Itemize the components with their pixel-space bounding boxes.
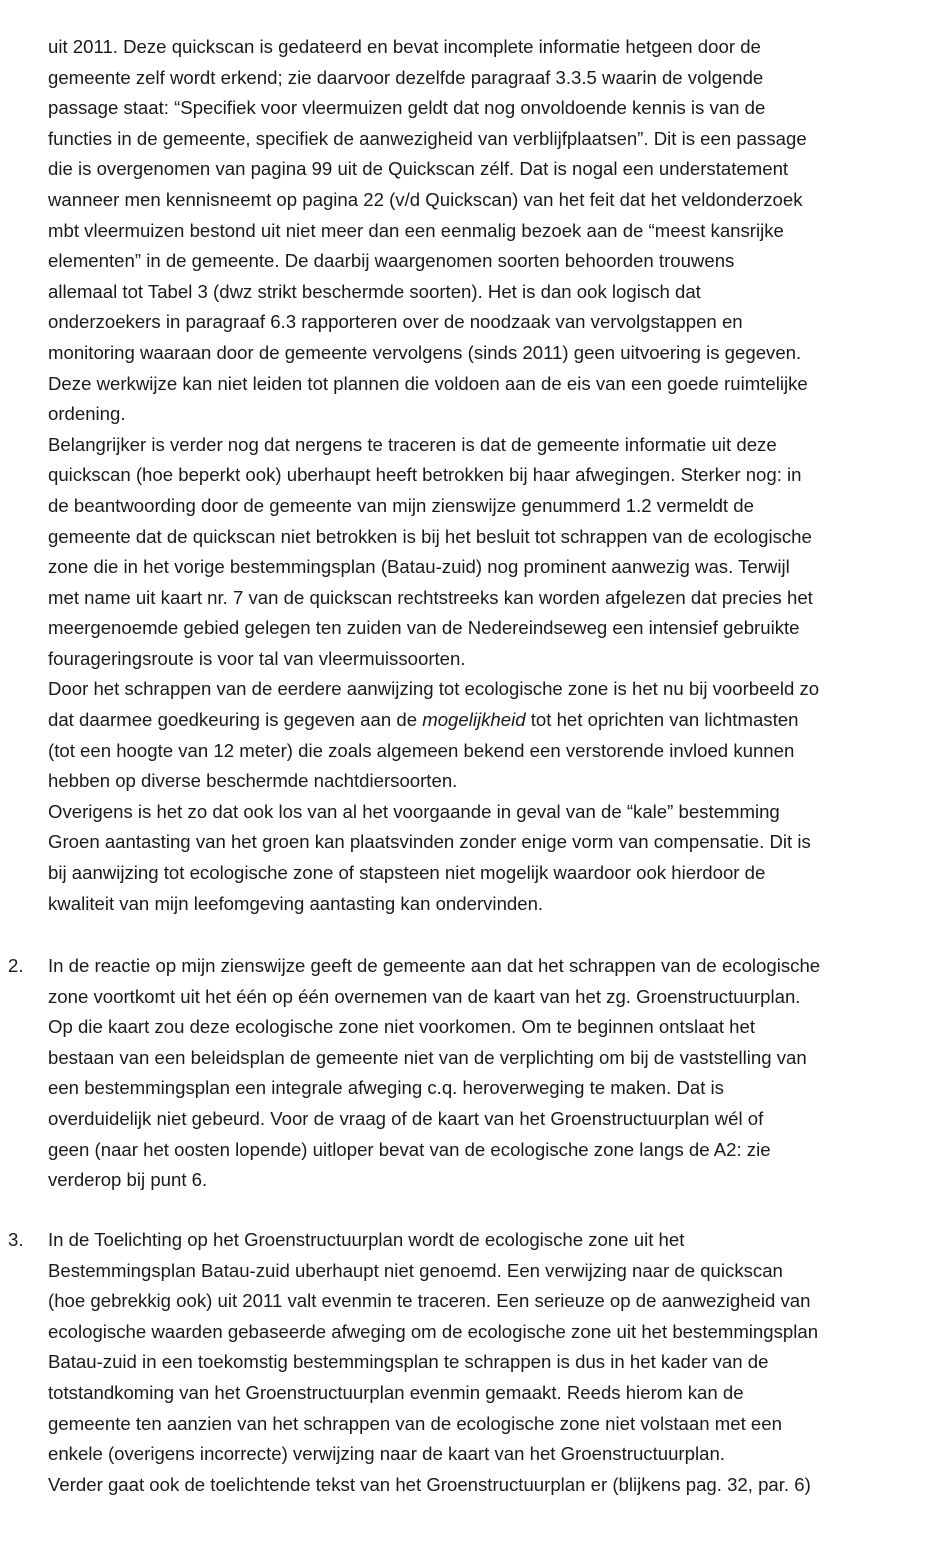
text-line: enkele (overigens incorrecte) verwijzing naar de kaart van het Groenstructuurplan. — [48, 1443, 725, 1465]
text-line: elementen” in de gemeente. De daarbij waargenomen soorten behoorden trouwens — [48, 250, 735, 272]
text-line: totstandkoming van het Groenstructuurplan evenmin gemaakt. Reeds hierom kan de — [48, 1381, 744, 1403]
text-line: Overigens is het zo dat ook los van al het voorgaande in geval van de “kale” bestemming — [48, 800, 780, 822]
text-line: Deze werkwijze kan niet leiden tot plannen die voldoen aan de eis van een goede ruimtelijke — [48, 372, 808, 394]
item-3-paragraph — [48, 1225, 938, 1500]
text-line: Bestemmingsplan Batau-zuid uberhaupt niet genoemd. Een verwijzing naar de quickscan — [48, 1259, 783, 1281]
text-line: geen (naar het oosten lopende) uitloper bevat van de ecologische zone langs de A2: zie — [48, 1138, 771, 1160]
text-line: allemaal tot Tabel 3 (dwz strikt beschermde soorten). Het is dan ook logisch dat — [48, 280, 701, 302]
text-line: (tot een hoogte van 12 meter) die zoals algemeen bekend een verstorende invloed kunnen — [48, 739, 795, 761]
text-line: gemeente ten aanzien van het schrappen van de ecologische zone niet volstaan met een — [48, 1412, 782, 1434]
text-line: bestaan van een beleidsplan de gemeente niet van de verplichting om bij de vaststelling van — [48, 1046, 807, 1068]
text-segment: dat daarmee goedkeuring is gegeven aan de — [48, 709, 423, 731]
text-line: hebben op diverse beschermde nachtdiersoorten. — [48, 770, 458, 792]
text-line: bij aanwijzing tot ecologische zone of stapsteen niet mogelijk waardoor ook hierdoor de — [48, 862, 766, 884]
text-line: Belangrijker is verder nog dat nergens te traceren is dat de gemeente informatie uit deze — [48, 433, 777, 455]
text-line: Op die kaart zou deze ecologische zone niet voorkomen. Om te beginnen ontslaat het — [48, 1016, 755, 1038]
text-line: gemeente dat de quickscan niet betrokken is bij het besluit tot schrappen van de ecologische — [48, 525, 812, 547]
text-line — [48, 705, 938, 736]
text-line: de beantwoording door de gemeente van mijn zienswijze genummerd 1.2 vermeldt de — [48, 494, 754, 516]
text-line: een bestemmingsplan een integrale afweging c.q. heroverweging te maken. Dat is — [48, 1077, 724, 1099]
text-line: meergenoemde gebied gelegen ten zuiden van de Nedereindseweg een intensief gebruikte — [48, 617, 800, 639]
italic-word: mogelijkheid — [422, 709, 526, 731]
intro-paragraph — [48, 32, 938, 919]
text-line: overduidelijk niet gebeurd. Voor de vraag of de kaart van het Groenstructuurplan wél of — [48, 1107, 764, 1129]
text-line: die is overgenomen van pagina 99 uit de Quickscan zélf. Dat is nogal een understatement — [48, 158, 789, 180]
text-line: (hoe gebrekkig ook) uit 2011 valt evenmin te traceren. Een serieuze op de aanwezigheid van — [48, 1290, 811, 1312]
text-line: zone die in het vorige bestemmingsplan (Batau-zuid) nog prominent aanwezig was. Terwijl — [48, 556, 790, 578]
text-line: functies in de gemeente, specifiek de aanwezigheid van verblijfplaatsen”. Dit is een passage — [48, 127, 807, 149]
text-line: monitoring waaraan door de gemeente vervolgens (sinds 2011) geen uitvoering is gegeven. — [48, 341, 802, 363]
text-line: wanneer men kennisneemt op pagina 22 (v/d Quickscan) van het feit dat het veldonderzoek — [48, 188, 803, 210]
text-line: Verder gaat ook de toelichtende tekst van het Groenstructuurplan er (blijkens pag. 32, par. 6) — [48, 1473, 811, 1495]
text-line: quickscan (hoe beperkt ook) uberhaupt heeft betrokken bij haar afwegingen. Sterker nog: in — [48, 464, 802, 486]
text-line: onderzoekers in paragraaf 6.3 rapporteren over de noodzaak van vervolgstappen en — [48, 311, 743, 333]
text-line: ordening. — [48, 403, 126, 425]
text-line: gemeente zelf wordt erkend; zie daarvoor dezelfde paragraaf 3.3.5 waarin de volgende — [48, 66, 764, 88]
text-line: passage staat: “Specifiek voor vleermuizen geldt dat nog onvoldoende kennis is van de — [48, 97, 766, 119]
text-line: In de Toelichting op het Groenstructuurplan wordt de ecologische zone uit het — [48, 1229, 685, 1250]
text-line: In de reactie op mijn zienswijze geeft de gemeente aan dat het schrappen van de ecologische — [48, 955, 821, 976]
item-2-number: 2. — [8, 955, 24, 976]
text-line: Groen aantasting van het groen kan plaatsvinden zonder enige vorm van compensatie. Dit is — [48, 831, 811, 853]
text-line: verderop bij punt 6. — [48, 1169, 208, 1191]
item-2-paragraph — [48, 951, 938, 1196]
item-3-number: 3. — [8, 1229, 24, 1250]
text-line: Batau-zuid in een toekomstig bestemmingsplan te schrappen is dus in het kader van de — [48, 1351, 769, 1373]
text-line: Door het schrappen van de eerdere aanwijzing tot ecologische zone is het nu bij voorbeeld zo — [48, 678, 820, 700]
text-line: met name uit kaart nr. 7 van de quickscan rechtstreeks kan worden afgelezen dat precies het — [48, 586, 813, 608]
text-line: kwaliteit van mijn leefomgeving aantasting kan ondervinden. — [48, 892, 544, 914]
text-line: ecologische waarden gebaseerde afweging om de ecologische zone uit het bestemmingsplan — [48, 1320, 819, 1342]
text-line: zone voortkomt uit het één op één overnemen van de kaart van het zg. Groenstructuurplan. — [48, 985, 801, 1007]
text-line: fourageringsroute is voor tal van vleermuissoorten. — [48, 647, 466, 669]
text-line: uit 2011. Deze quickscan is gedateerd en bevat incomplete informatie hetgeen door de — [48, 36, 761, 57]
text-line: mbt vleermuizen bestond uit niet meer dan een eenmalig bezoek aan de “meest kansrijke — [48, 219, 784, 241]
text-segment: tot het oprichten van lichtmasten — [525, 709, 799, 731]
